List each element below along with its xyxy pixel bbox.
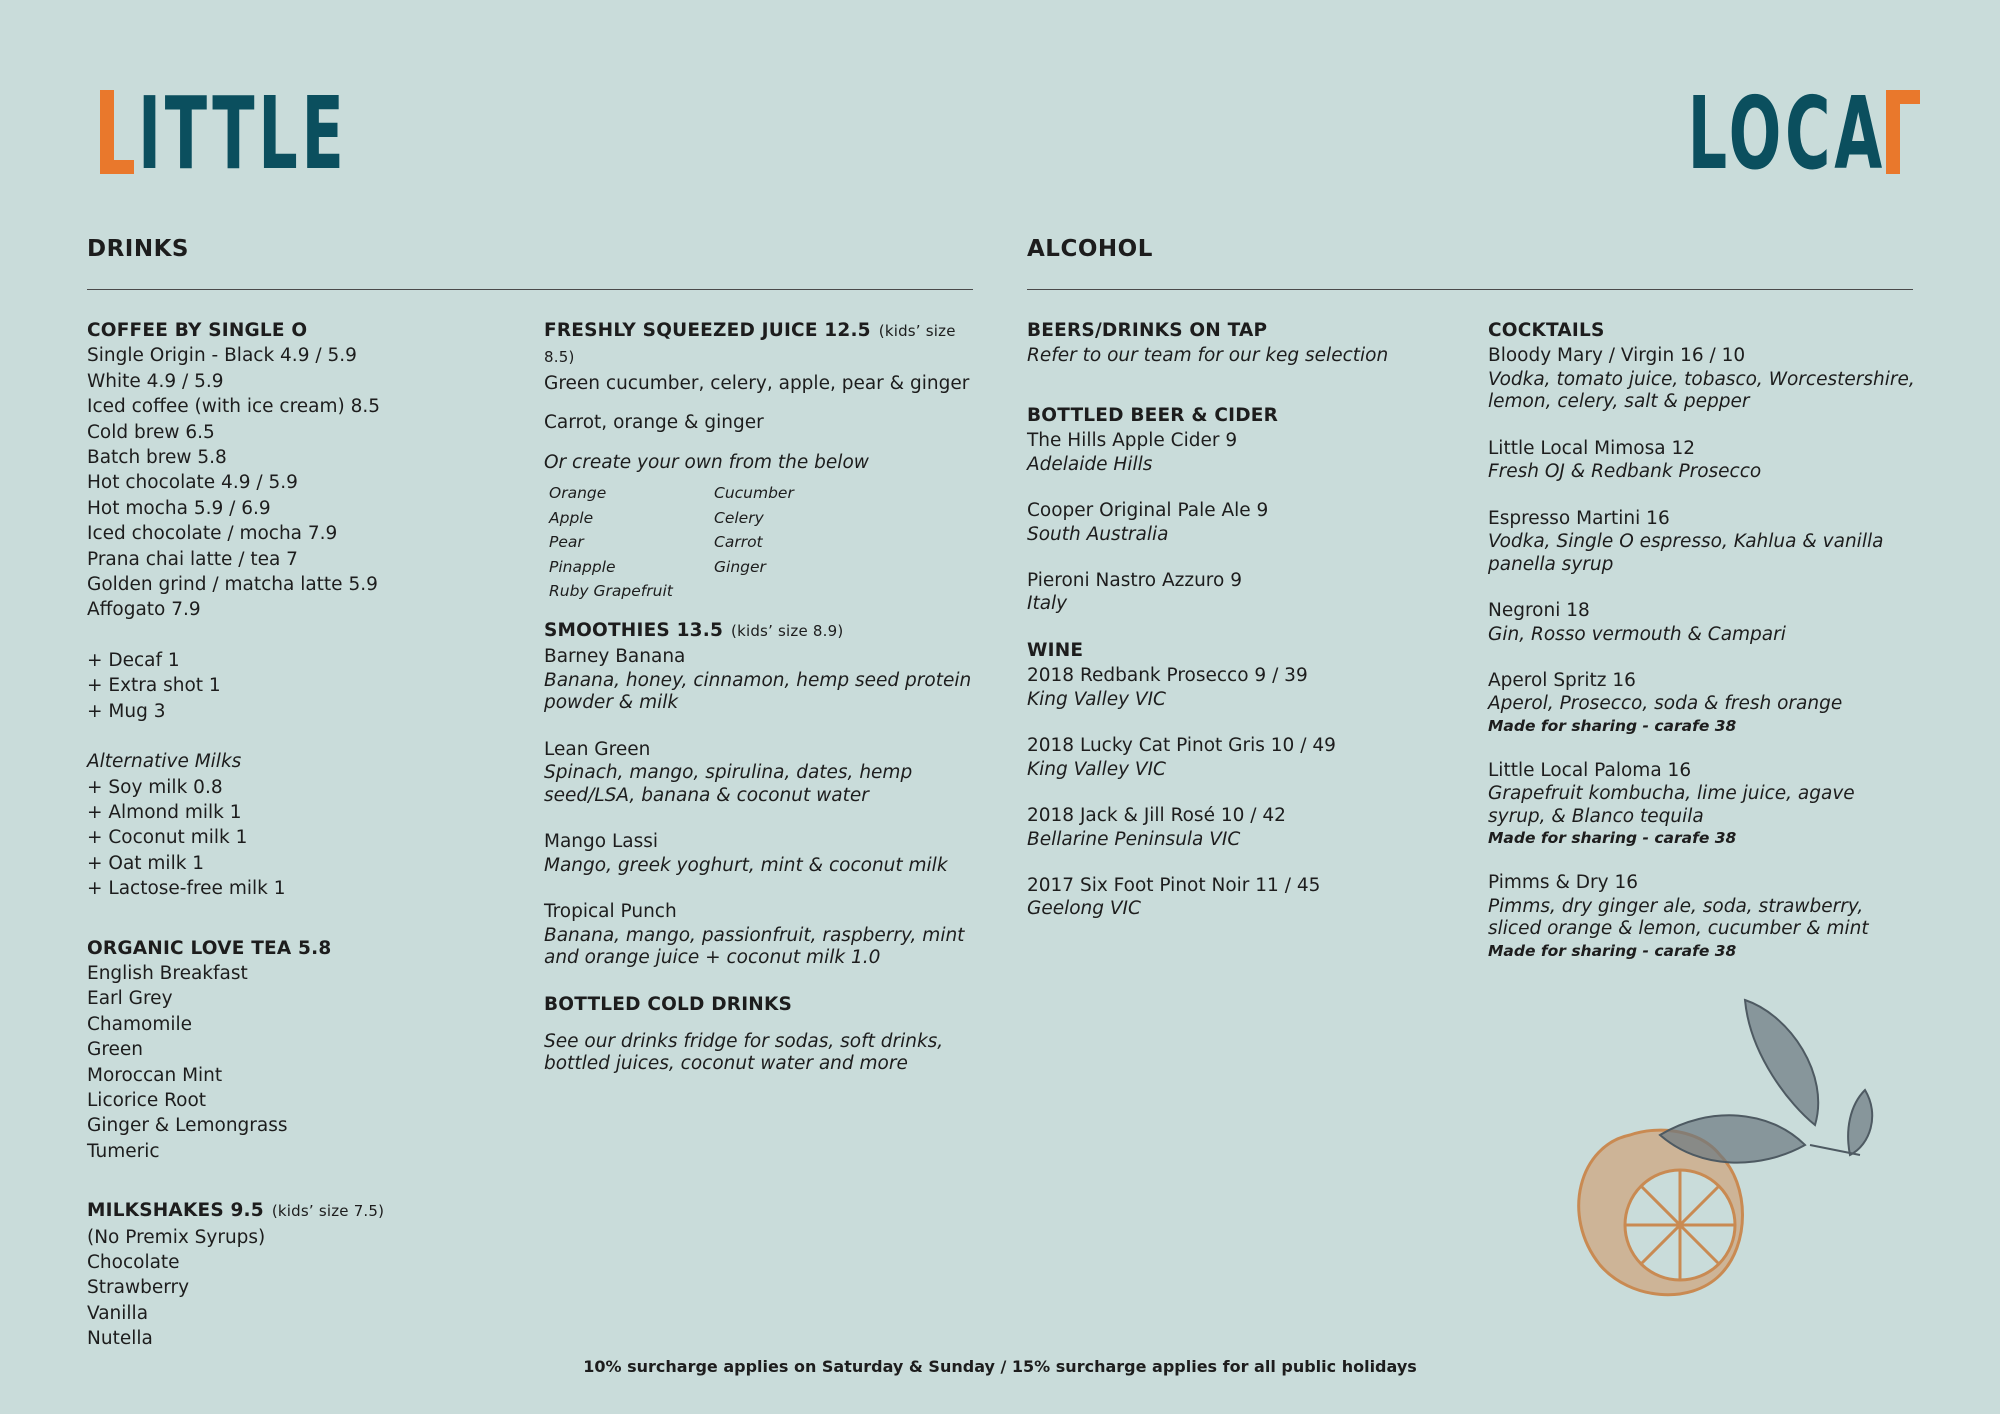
juice-heading: FRESHLY SQUEEZED JUICE 12.5 <box>544 320 871 341</box>
menu-entry <box>1488 506 1918 576</box>
menu-item: Vanilla <box>87 1302 149 1324</box>
menu-entry <box>1027 568 1447 616</box>
menu-entry <box>544 899 984 969</box>
alcohol-rule <box>1027 289 1913 290</box>
sharing-note: Made for sharing - carafe 38 <box>1488 716 1737 735</box>
alcohol-title: ALCOHOL <box>1027 236 1153 262</box>
entry-name: Cooper Original Pale Ale 9 <box>1027 500 1269 522</box>
cocktails-heading: COCKTAILS <box>1488 320 1605 341</box>
fruit-grid <box>549 481 984 604</box>
menu-item: Licorice Root <box>87 1089 207 1111</box>
logo-accent-l-right <box>1886 90 1900 174</box>
juice-kids: (kids’ size 8.5) <box>544 322 956 367</box>
milkshakes-heading: MILKSHAKES 9.5 <box>87 1200 264 1222</box>
entry-description: Spinach, mango, spirulina, dates, hemp seed/LSA, banana & coconut water <box>544 762 913 806</box>
entry-description: Grapefruit kombucha, lime juice, agave syrup, & Blanco tequila <box>1488 783 1855 827</box>
menu-entry <box>544 829 984 877</box>
tap-desc: Refer to our team for our keg selection <box>1027 345 1389 367</box>
menu-entry <box>1027 803 1447 851</box>
menu-item: Batch brew 5.8 <box>87 447 227 469</box>
entry-description: Fresh OJ & Redbank Prosecco <box>1488 461 1762 483</box>
menu-entry <box>1027 733 1447 781</box>
entry-description: Vodka, tomato juice, tobasco, Worcestershire, lemon, celery, salt & pepper <box>1488 368 1915 413</box>
drinks-title: DRINKS <box>87 236 189 262</box>
coffee-heading: COFFEE BY SINGLE O <box>87 320 308 341</box>
entry-name: 2018 Redbank Prosecco 9 / 39 <box>1027 665 1308 687</box>
milks-list <box>87 775 527 902</box>
menu-entry <box>1488 668 1918 736</box>
entry-description: South Australia <box>1027 523 1169 545</box>
extras-list <box>87 648 527 724</box>
smoothies-list <box>544 644 984 969</box>
bottled-list <box>1027 428 1447 616</box>
logo-accent-l <box>100 90 114 174</box>
entry-name: 2018 Lucky Cat Pinot Gris 10 / 49 <box>1027 735 1336 757</box>
menu-entry <box>1488 343 1918 413</box>
entry-description: Bellarine Peninsula VIC <box>1027 828 1241 850</box>
entry-description: Aperol, Prosecco, soda & fresh orange <box>1488 693 1843 715</box>
menu-entry <box>1027 873 1447 921</box>
entry-name: 2018 Jack & Jill Rosé 10 / 42 <box>1027 805 1286 827</box>
juice-create: Or create your own from the below <box>544 451 869 473</box>
menu-item: English Breakfast <box>87 962 248 984</box>
menu-entry <box>544 737 984 807</box>
fruit-item: Ginger <box>714 557 766 576</box>
smoothies-kids: (kids’ size 8.9) <box>731 622 844 640</box>
entry-description: Banana, honey, cinnamon, hemp seed protein powder & milk <box>544 669 972 714</box>
entry-description: Vodka, Single O espresso, Kahlua & vanilla panella syrup <box>1488 531 1884 575</box>
fruit-item <box>714 579 834 604</box>
entry-description: Banana, mango, passionfruit, raspberry, mint and orange juice + coconut milk 1.0 <box>544 924 965 969</box>
entry-name: The Hills Apple Cider 9 <box>1027 430 1238 452</box>
menu-entry <box>1027 428 1447 476</box>
menu-item: + Decaf 1 <box>87 649 180 671</box>
fruit-item: Apple <box>549 508 594 527</box>
tea-list <box>87 961 527 1164</box>
menu-item: Hot chocolate 4.9 / 5.9 <box>87 472 298 494</box>
entry-description: Gin, Rosso vermouth & Campari <box>1488 623 1786 645</box>
menu-item: (No Premix Syrups) <box>87 1226 266 1248</box>
fruit-item: Ruby Grapefruit <box>549 582 673 601</box>
logo-little-text: ITTLE <box>138 75 348 192</box>
menu-item: White 4.9 / 5.9 <box>87 370 224 392</box>
menu-item: Single Origin - Black 4.9 / 5.9 <box>87 345 357 367</box>
milks-heading: Alternative Milks <box>87 751 242 773</box>
menu-item: + Soy milk 0.8 <box>87 776 223 798</box>
menu-item: Affogato 7.9 <box>87 599 201 621</box>
leaves-illustration <box>1660 1000 1872 1163</box>
surcharge-footer: 10% surcharge applies on Saturday & Sunday / 15% surcharge applies for all public holidays <box>583 1357 1417 1376</box>
fruit-item: Celery <box>714 508 764 527</box>
entry-name: Aperol Spritz 16 <box>1488 670 1636 692</box>
logo-local-text: LOCA <box>1687 75 1886 192</box>
fruit-item: Pinapple <box>549 557 616 576</box>
menu-item: + Extra shot 1 <box>87 675 221 697</box>
entry-name: 2017 Six Foot Pinot Noir 11 / 45 <box>1027 875 1321 897</box>
tap-heading: BEERS/DRINKS ON TAP <box>1027 320 1268 341</box>
menu-item: Golden grind / matcha latte 5.9 <box>87 574 378 596</box>
entry-name: Little Local Paloma 16 <box>1488 759 1692 781</box>
fruit-item: Carrot <box>714 533 763 552</box>
menu-item: Prana chai latte / tea 7 <box>87 548 298 570</box>
coffee-list <box>87 343 527 622</box>
entry-name: Lean Green <box>544 738 651 760</box>
menu-item: Iced chocolate / mocha 7.9 <box>87 523 338 545</box>
cocktails-list <box>1488 343 1918 960</box>
entry-description: Adelaide Hills <box>1027 453 1153 475</box>
menu-item: Green <box>87 1039 144 1061</box>
sharing-note: Made for sharing - carafe 38 <box>1488 829 1737 848</box>
menu-entry <box>1488 436 1918 484</box>
orange-illustration <box>1560 995 1880 1310</box>
menu-entry <box>1027 498 1447 546</box>
cold-heading: BOTTLED COLD DRINKS <box>544 993 793 1015</box>
menu-entry <box>1488 598 1918 646</box>
entry-description: Italy <box>1027 593 1068 615</box>
menu-item: + Almond milk 1 <box>87 801 242 823</box>
menu-item: Tumeric <box>87 1140 160 1162</box>
smoothies-heading: SMOOTHIES 13.5 <box>544 620 724 641</box>
menu-item: + Oat milk 1 <box>87 852 205 874</box>
milkshakes-list <box>87 1225 527 1352</box>
entry-name: Barney Banana <box>544 646 686 668</box>
entry-description: Geelong VIC <box>1027 898 1141 920</box>
fruit-item: Cucumber <box>714 484 794 503</box>
menu-item: Nutella <box>87 1328 153 1350</box>
entry-name: Mango Lassi <box>544 831 659 853</box>
entry-name: Pimms & Dry 16 <box>1488 872 1638 894</box>
menu-item: + Lactose-free milk 1 <box>87 878 286 900</box>
juice-item: Carrot, orange & ginger <box>544 412 764 434</box>
menu-item: Iced coffee (with ice cream) 8.5 <box>87 396 381 418</box>
entry-description: Pimms, dry ginger ale, soda, strawberry, sliced orange & lemon, cucumber & mint <box>1488 895 1869 940</box>
coffee-column <box>87 318 527 1352</box>
menu-item: Moroccan Mint <box>87 1064 223 1086</box>
entry-name: Tropical Punch <box>544 901 677 923</box>
wine-list <box>1027 663 1447 921</box>
menu-entry <box>1488 758 1918 848</box>
fruit-item: Pear <box>549 533 584 552</box>
logo-local <box>1566 75 1900 192</box>
entry-name: Pieroni Nastro Azzuro 9 <box>1027 570 1242 592</box>
menu-item: Ginger & Lemongrass <box>87 1115 288 1137</box>
sharing-note: Made for sharing - carafe 38 <box>1488 941 1737 960</box>
cold-desc: See our drinks fridge for sodas, soft drinks, bottled juices, coconut water and more <box>544 1030 944 1075</box>
fruit-item: Orange <box>549 484 607 503</box>
juice-item: Green cucumber, celery, apple, pear & ginger <box>544 372 970 394</box>
menu-item: Strawberry <box>87 1277 190 1299</box>
entry-name: Negroni 18 <box>1488 600 1590 622</box>
tea-heading: ORGANIC LOVE TEA 5.8 <box>87 937 332 959</box>
menu-item: Earl Grey <box>87 988 173 1010</box>
entry-name: Espresso Martini 16 <box>1488 507 1670 529</box>
bottled-heading: BOTTLED BEER & CIDER <box>1027 404 1279 426</box>
menu-entry <box>1488 870 1918 960</box>
cocktails-column <box>1488 318 1918 983</box>
menu-item: Chocolate <box>87 1252 180 1273</box>
entry-description: King Valley VIC <box>1027 758 1166 780</box>
beer-column <box>1027 318 1447 943</box>
menu-item: Chamomile <box>87 1013 193 1035</box>
entry-description: Mango, greek yoghurt, mint & coconut milk <box>544 854 948 876</box>
logo-little <box>100 75 476 192</box>
menu-item: Hot mocha 5.9 / 6.9 <box>87 497 271 519</box>
entry-name: Little Local Mimosa 12 <box>1488 437 1696 459</box>
wine-heading: WINE <box>1027 639 1084 661</box>
menu-item: Cold brew 6.5 <box>87 421 215 443</box>
menu-item: + Mug 3 <box>87 700 166 722</box>
menu-entry <box>1027 663 1447 711</box>
entry-description: King Valley VIC <box>1027 688 1166 710</box>
menu-entry <box>544 644 984 714</box>
entry-name: Bloody Mary / Virgin 16 / 10 <box>1488 345 1746 367</box>
juice-column <box>544 318 984 1076</box>
menu-item: + Coconut milk 1 <box>87 827 248 849</box>
milkshakes-kids: (kids’ size 7.5) <box>271 1202 385 1221</box>
drinks-rule <box>87 289 973 290</box>
